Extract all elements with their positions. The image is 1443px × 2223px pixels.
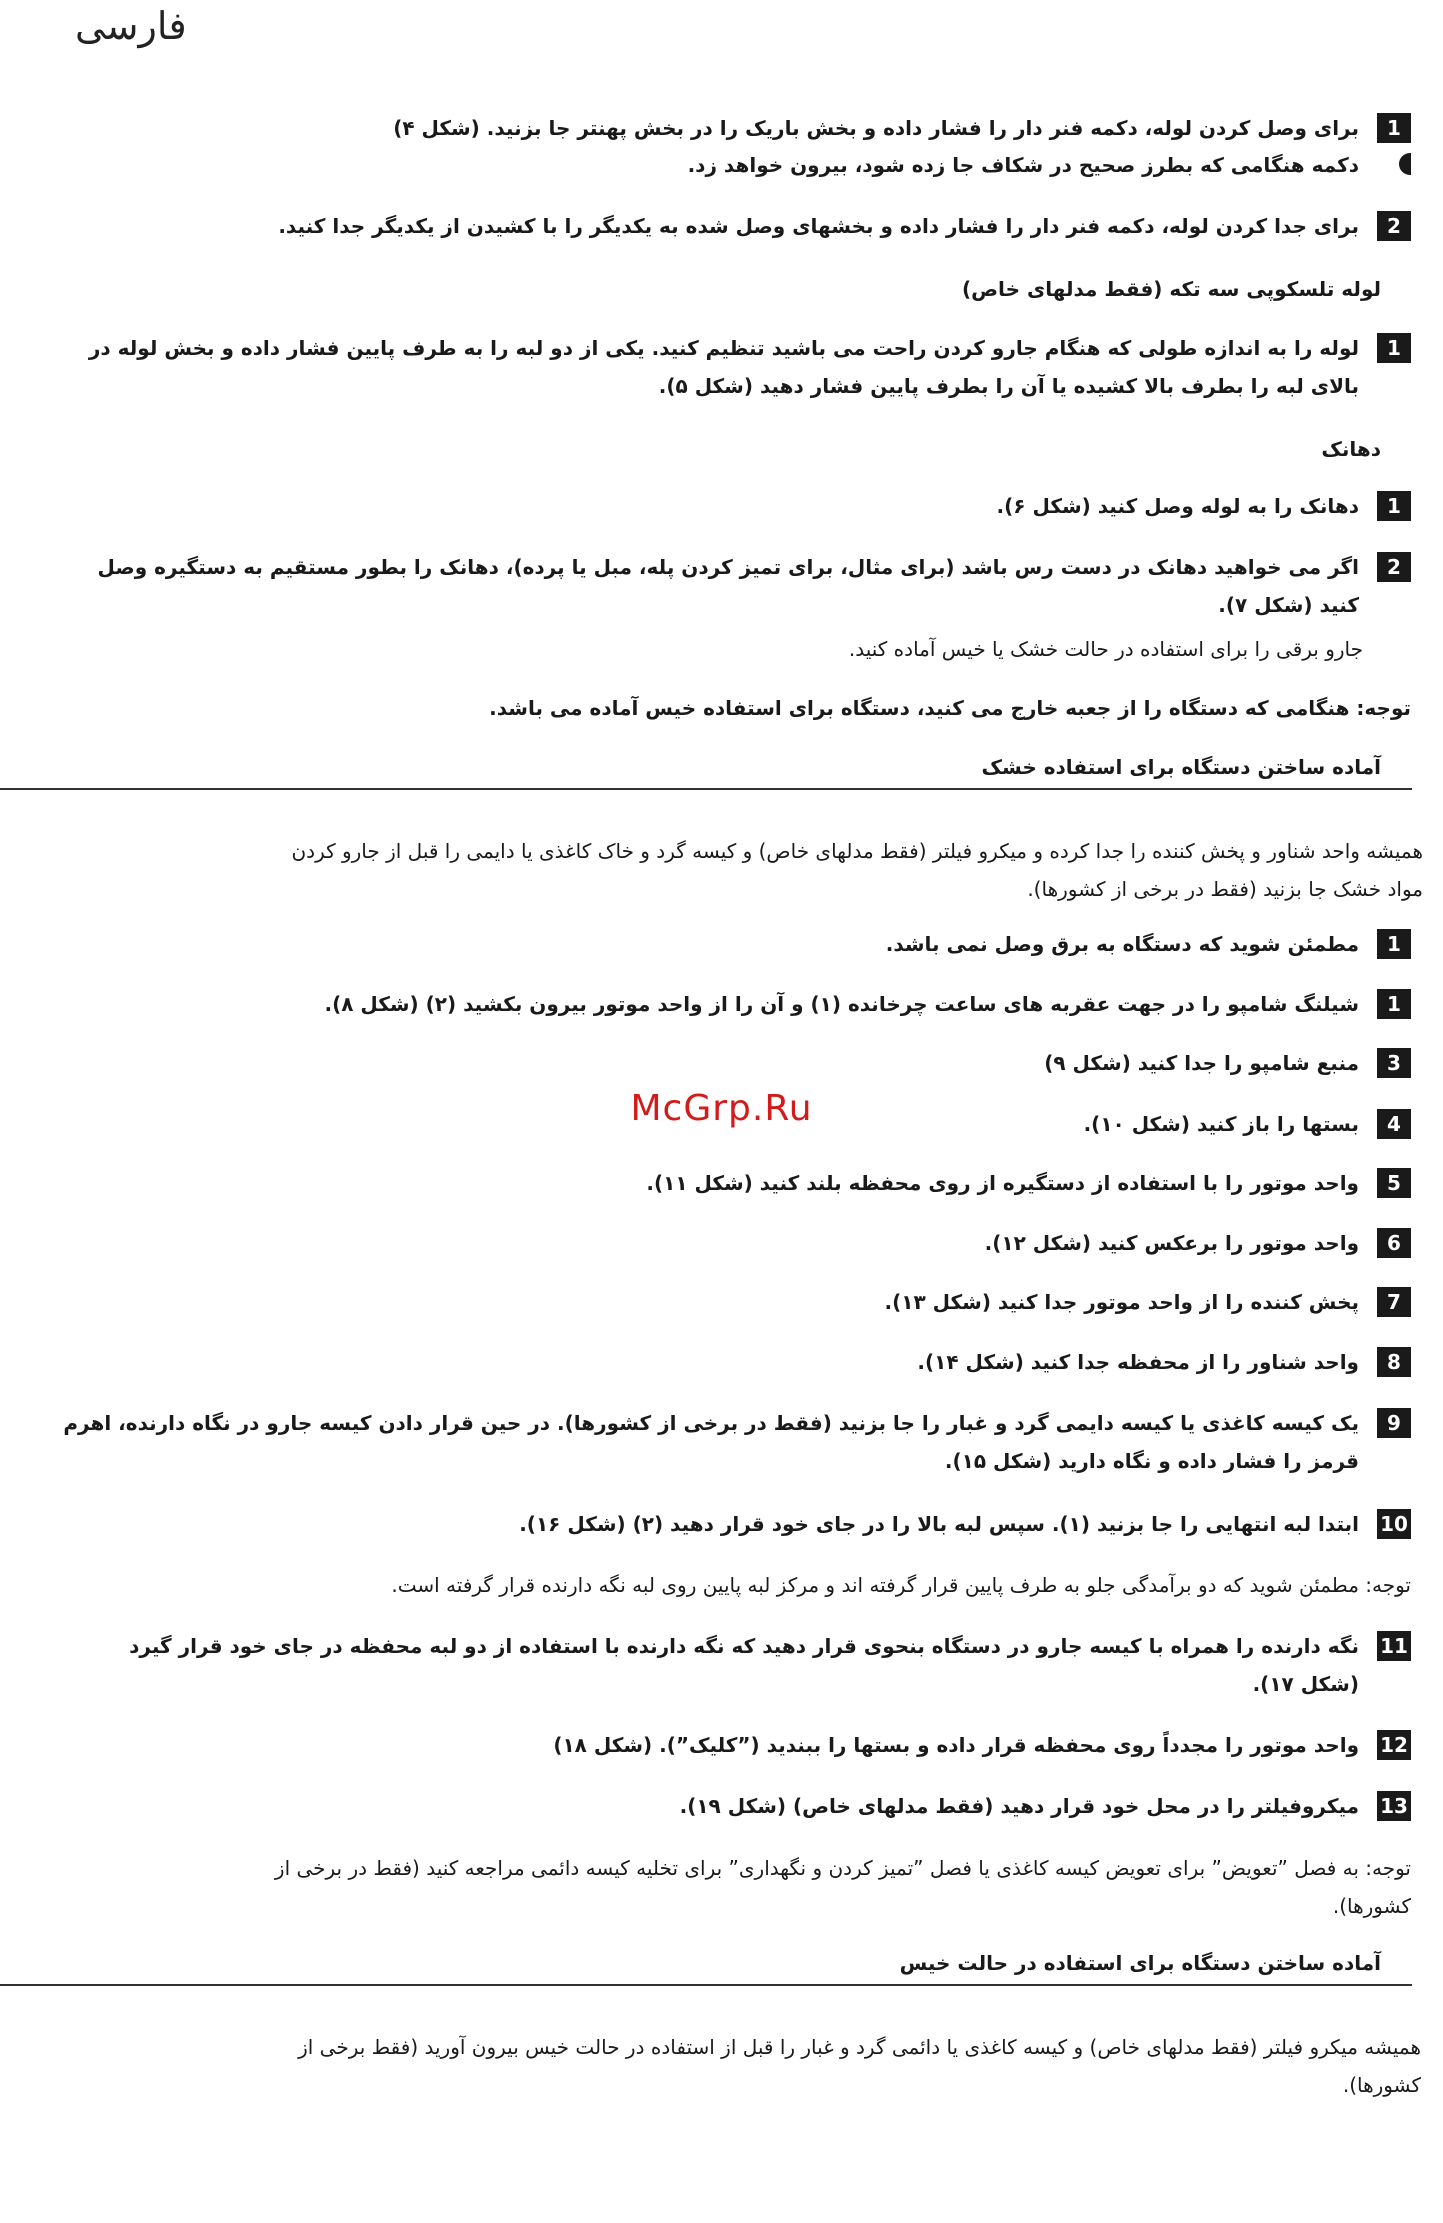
step-dry-6 [0, 1224, 1411, 1262]
step-number-badge: 9 [1377, 1408, 1411, 1438]
step-text-line2: قرمز را فشار داده و نگاه دارید (شکل ۱۵). [944, 1449, 1359, 1473]
step-text: واحد موتور را با استفاده از دستگیره از روی محفظه بلند کنید (شکل ۱۱). [646, 1171, 1359, 1195]
step-number-badge: 12 [1377, 1730, 1411, 1760]
step-number-badge: 1 [1377, 929, 1411, 959]
step-number-badge: 2 [1377, 552, 1411, 582]
step-number-badge: 3 [1377, 1048, 1411, 1078]
note-replacement-line1: توجه: به فصل ”تعویض” برای تعویض کیسه کاغذی یا فصل ”تمیز کردن و نگهداری” برای تخلیه کیسه دائمی مراجعه کنید (فقط در برخی از [274, 1856, 1411, 1880]
step-nozzle-2 [0, 548, 1411, 624]
step-text: برای جدا کردن لوله، دکمه فنر دار را فشار داده و بخشهای وصل شده به یکدیگر را با کشیدن از یکدیگر جدا کنید. [278, 214, 1359, 238]
step-number-badge: 2 [1377, 211, 1411, 241]
paragraph-wet-intro-line1: همیشه میکرو فیلتر (فقط مدلهای خاص) و کیسه کاغذی یا دائمی گرد و غبار را قبل از استفاده در حالت خیس بیرون آورید (فقط برخی از [298, 2035, 1421, 2059]
step-nozzle-1 [0, 487, 1411, 525]
step-number-badge: 1 [1377, 989, 1411, 1019]
section-divider [0, 788, 1412, 790]
step-number-badge: 1 [1377, 491, 1411, 521]
step-text-line1: لوله را به اندازه طولی که هنگام جارو کردن راحت می باشید تنظیم کنید. یکی از دو لبه را به طرف پایین فشار داده و بخش لوله در [88, 336, 1359, 360]
step-text-line2: کنید (شکل ۷). [1218, 593, 1359, 617]
step-dry-12 [0, 1726, 1411, 1764]
step-text: دهانک را به لوله وصل کنید (شکل ۶). [996, 494, 1359, 518]
step-text-line1: یک کیسه کاغذی یا کیسه دایمی گرد و غبار را جا بزنید (فقط در برخی از کشورها). در حین قرار دادن کیسه جارو در نگاه دارنده، اهرم [63, 1411, 1359, 1435]
step-text: پخش کننده را از واحد موتور جدا کنید (شکل ۱۳). [884, 1290, 1359, 1314]
note-box-ready: توجه: هنگامی که دستگاه را از جعبه خارج می کنید، دستگاه برای استفاده خیس آماده می باشد. [489, 696, 1411, 720]
step-dry-3 [0, 1044, 1411, 1082]
step-dry-5 [0, 1164, 1411, 1202]
note-bag-position: توجه: مطمئن شوید که دو برآمدگی جلو به طرف پایین قرار گرفته اند و مرکز لبه پایین روی لبه نگه دارنده قرار گرفته است. [391, 1573, 1411, 1597]
step-dry-10 [0, 1505, 1411, 1543]
step-text: بستها را باز کنید (شکل ۱۰). [1083, 1112, 1359, 1136]
page-title: فارسی [75, 4, 187, 48]
step-text: منبع شامپو را جدا کنید (شکل ۹) [1044, 1051, 1359, 1075]
step-number-badge: 8 [1377, 1347, 1411, 1377]
step-number-badge: 11 [1377, 1631, 1411, 1661]
step-text: میکروفیلتر را در محل خود قرار دهید (فقط مدلهای خاص) (شکل ۱۹). [679, 1794, 1359, 1818]
step-dry-7 [0, 1283, 1411, 1321]
step-text: شیلنگ شامپو را در جهت عقربه های ساعت چرخانده (۱) و آن را از واحد موتور بیرون بکشید (۲) (شکل ۸). [324, 992, 1359, 1016]
step-text-line2: بالای لبه را بطرف بالا کشیده یا آن را بطرف پایین فشار دهید (شکل ۵). [658, 374, 1359, 398]
bullet-marker [1399, 153, 1411, 175]
step-dry-8 [0, 1343, 1411, 1381]
step-text: مطمئن شوید که دستگاه به برق وصل نمی باشد. [885, 932, 1359, 956]
step-number-badge: 1 [1377, 113, 1411, 143]
paragraph-dry-intro-line1: همیشه واحد شناور و پخش کننده را جدا کرده و میکرو فیلتر (فقط مدلهای خاص) و کیسه گرد و خاک کاغذی یا دایمی را قبل از جارو کردن [291, 839, 1423, 863]
step-number-badge: 6 [1377, 1228, 1411, 1258]
section-heading-wet: آماده ساختن دستگاه برای استفاده در حالت خیس [899, 1951, 1381, 1975]
section-heading-nozzle: دهانک [1321, 437, 1381, 461]
step-number-badge: 10 [1377, 1509, 1411, 1539]
step-dry-13 [0, 1787, 1411, 1825]
step-text: ابتدا لبه انتهایی را جا بزنید (۱). سپس لبه بالا را در جای خود قرار دهید (۲) (شکل ۱۶). [519, 1512, 1359, 1536]
step-dry-11 [0, 1627, 1411, 1703]
step-number-badge: 5 [1377, 1168, 1411, 1198]
note-line: دکمه هنگامی که بطرز صحیح در شکاف جا زده شود، بیرون خواهد زد. [687, 153, 1359, 177]
step-dry-1 [0, 925, 1411, 963]
paragraph-dry-intro-line2: مواد خشک جا بزنید (فقط در برخی از کشورها). [1027, 877, 1423, 901]
step-text: واحد موتور را برعکس کنید (شکل ۱۲). [984, 1231, 1359, 1255]
step-connect-tube [0, 109, 1411, 147]
paragraph-prepare: جارو برقی را برای استفاده در حالت خشک یا خیس آماده کنید. [848, 637, 1363, 661]
section-heading-telescopic: لوله تلسکوپی سه تکه (فقط مدلهای خاص) [962, 277, 1381, 301]
step-disconnect-tube [0, 207, 1411, 245]
step-text-line1: اگر می خواهید دهانک در دست رس باشد (برای مثال، برای تمیز کردن پله، مبل یا پرده)، دهانک را بطور مستقیم به دستگیره وصل [97, 555, 1359, 579]
step-text: برای وصل کردن لوله، دکمه فنر دار را فشار داده و بخش باریک را در بخش پهنتر جا بزنید. (شکل ۴) [393, 116, 1359, 140]
section-divider [0, 1984, 1412, 1986]
step-text: واحد موتور را مجدداً روی محفظه قرار داده و بستها را ببندید (”کلیک”). (شکل ۱۸) [553, 1733, 1359, 1757]
note-replacement-line2: کشورها). [1332, 1894, 1411, 1918]
step-text: واحد شناور را از محفظه جدا کنید (شکل ۱۴). [917, 1350, 1359, 1374]
section-heading-dry: آماده ساختن دستگاه برای استفاده خشک [981, 755, 1381, 779]
step-number-badge: 7 [1377, 1287, 1411, 1317]
watermark-text: McGrp.Ru [630, 1088, 813, 1129]
step-text-line1: نگه دارنده را همراه با کیسه جارو در دستگاه بنحوی قرار دهید که نگه دارنده با استفاده از دو لبه محفظه در جای خود قرار گیرد [129, 1634, 1359, 1658]
step-telescopic [0, 329, 1411, 405]
step-number-badge: 4 [1377, 1109, 1411, 1139]
paragraph-wet-intro-line2: کشورها). [1342, 2073, 1421, 2097]
step-dry-9 [0, 1404, 1411, 1480]
step-number-badge: 13 [1377, 1791, 1411, 1821]
step-number-badge: 1 [1377, 333, 1411, 363]
step-text-line2: (شکل ۱۷). [1252, 1672, 1359, 1696]
step-dry-2 [0, 985, 1411, 1023]
